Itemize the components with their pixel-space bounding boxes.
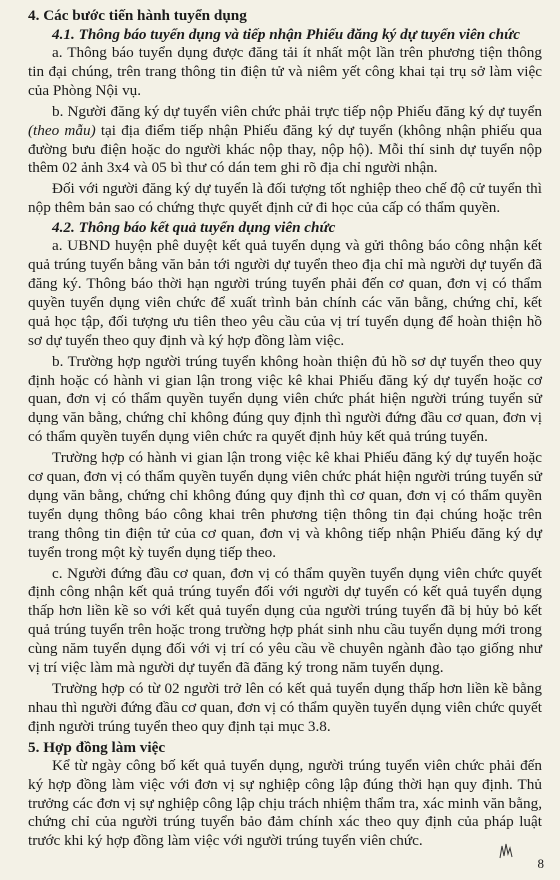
paragraph-text: tại địa điểm tiếp nhận Phiếu đăng ký dự tuyển (không nhận phiếu qua đường bưu điện hoặc do người khác nộp thay, nộp hộ). Mỗi thí sinh dự tuyển nộp thêm 02 ảnh 3x4 và 05 bì thư có dán tem ghi rõ địa chỉ người nhận. — [28, 121, 542, 177]
section-4-2-paragraph-c: c. Người đứng đầu cơ quan, đơn vị có thẩm quyền tuyển dụng viên chức quyết định công nhận kết quả trúng tuyển đối với người dự tuyển có kết quả tuyển dụng thấp hơn liền kề so với kết quả tuyển dụng của người trúng tuyển đã bị hủy bỏ kết quả trúng tuyển trên hoặc trong trường hợp phát sinh nhu cầu tuyển dụng mới trong cùng năm tuyển dụng đối với vị trí có yêu cầu về chuyên ngành đào tạo giống như vị trí việc làm mà người dự tuyển đã đăng ký trong năm tuyển dụng. — [28, 564, 542, 677]
section-4-1-paragraph-a: a. Thông báo tuyển dụng được đăng tải ít nhất một lần trên phương tiện thông tin đại chúng, trên trang thông tin điện tử và niêm yết công khai tại trụ sở làm việc của Phòng Nội vụ. — [28, 44, 542, 99]
section-5-paragraph: Kể từ ngày công bố kết quả tuyển dụng, người trúng tuyển viên chức phải đến ký hợp đồng làm việc với đơn vị sự nghiệp công lập đúng thời hạn quy định. Thủ trưởng các đơn vị sự nghiệp công lập chịu trách nhiệm thẩm tra, xác minh văn bằng, chứng chỉ của người trúng tuyển bảo đảm chính xác theo quy định của pháp luật trước khi ký hợp đồng làm việc với người trúng tuyển viên chức. — [28, 756, 542, 850]
section-4-2-heading: 4.2. Thông báo kết quả tuyển dụng viên chức — [52, 219, 336, 237]
section-4-2-paragraph-a: a. UBND huyện phê duyệt kết quả tuyển dụng và gửi thông báo công nhận kết quả trúng tuyển bằng văn bản tới người dự tuyển theo địa chỉ mà người dự tuyển đã đăng ký. Thông báo thời hạn người trúng tuyển phải đến cơ quan, đơn vị có thẩm quyền tuyển dụng viên chức để xuất trình bản chính các văn bằng, chứng chỉ, kết quả học tập, đối tượng ưu tiên theo yêu cầu của vị trí tuyển dụng để hoàn thiện hồ sơ dự tuyển theo quy định và ký hợp đồng làm việc. — [28, 237, 542, 349]
section-4-2-paragraph-b: b. Trường hợp người trúng tuyển không hoàn thiện đủ hồ sơ dự tuyển theo quy định hoặc có hành vi gian lận trong việc kê khai Phiếu đăng ký dự tuyển hoặc cơ quan, đơn vị có thẩm quyền tuyển dụng viên chức phát hiện người trúng tuyển sử dụng văn bằng, chứng chỉ không đúng quy định thì người đứng đầu cơ quan, đơn vị có thẩm quyền tuyển dụng viên chức ra quyết định hủy kết quả trúng tuyển. — [28, 352, 542, 446]
section-4-heading: 4. Các bước tiến hành tuyển dụng — [28, 7, 247, 24]
initial-signature-mark — [498, 842, 514, 860]
section-4-1-heading: 4.1. Thông báo tuyển dụng và tiếp nhận Phiếu đăng ký dự tuyển viên chức — [52, 26, 520, 43]
paragraph-text: b. Người đăng ký dự tuyển viên chức phải trực tiếp nộp Phiếu đăng ký dự tuyển — [52, 102, 542, 120]
section-4-1-paragraph-b — [28, 103, 542, 179]
italic-note: (theo mẫu) — [28, 121, 96, 139]
section-4-1-paragraph-c: Đối với người đăng ký dự tuyển là đối tượng tốt nghiệp theo chế độ cử tuyển thì nộp thêm bản sao có chứng thực quyết định cử đi học của cấp có thẩm quyền. — [28, 180, 542, 217]
section-5-heading: 5. Hợp đồng làm việc — [28, 738, 166, 756]
page-number: 8 — [537, 856, 544, 871]
section-4-2-paragraph-b2: Trường hợp có hành vi gian lận trong việc kê khai Phiếu đăng ký dự tuyển hoặc cơ quan, đơn vị có thẩm quyền tuyển dụng viên chức phát hiện người trúng tuyển sử dụng văn bằng, chứng chỉ không đúng quy định thì cơ quan, đơn vị có thẩm quyền tuyển dụng thông báo công khai trên phương tiện thông tin đại chúng hoặc trên trang thông tin điện tử của cơ quan, đơn vị và không tiếp nhận Phiếu đăng ký dự tuyển trong một kỳ tuyển dụng tiếp theo. — [28, 449, 542, 561]
section-4-2-paragraph-c2: Trường hợp có từ 02 người trở lên có kết quả tuyển dụng thấp hơn liền kề bằng nhau thì người đứng đầu cơ quan, đơn vị có thẩm quyền tuyển dụng viên chức quyết định người trúng tuyển theo quy định tại mục 3.8. — [28, 680, 542, 735]
